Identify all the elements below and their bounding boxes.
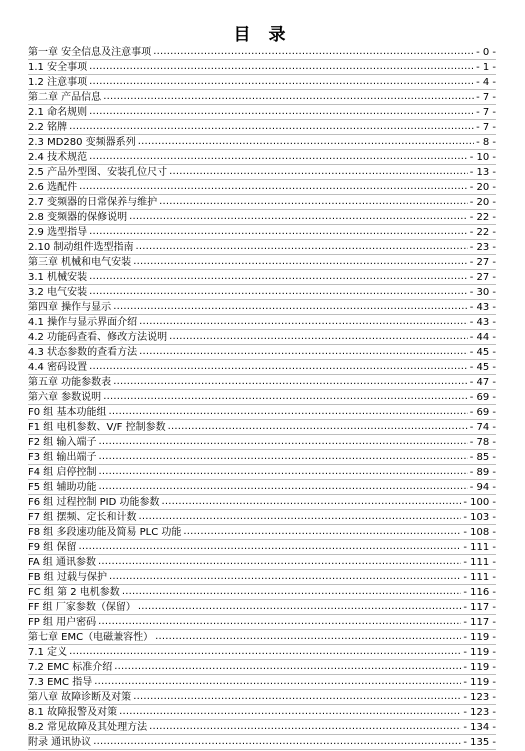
toc-entry-title: 1.2 注意事项 bbox=[28, 77, 88, 88]
toc-leader-dots bbox=[153, 44, 474, 59]
toc-entry-title: 7.3 EMC 指导 bbox=[28, 677, 93, 688]
toc-leader-dots bbox=[183, 524, 461, 539]
toc-entry-title: 第一章 安全信息及注意事项 bbox=[28, 47, 152, 58]
toc-leader-dots bbox=[98, 464, 467, 479]
toc-entry-title: 7.1 定义 bbox=[28, 647, 68, 658]
toc-leader-dots bbox=[89, 284, 468, 299]
toc-entry-page-number: - 43 - bbox=[469, 302, 496, 313]
toc-entry[interactable] bbox=[28, 495, 496, 510]
toc-leader-dots bbox=[139, 314, 468, 329]
toc-leader-dots bbox=[89, 104, 474, 119]
toc-leader-dots bbox=[138, 509, 461, 524]
toc-entry-page-number: - 4 - bbox=[476, 77, 496, 88]
toc-leader-dots bbox=[89, 59, 474, 74]
toc-entry-title: F6 组 过程控制 PID 功能参数 bbox=[28, 497, 160, 508]
toc-entry[interactable] bbox=[28, 435, 496, 450]
toc-leader-dots bbox=[129, 209, 468, 224]
toc-leader-dots bbox=[155, 629, 461, 644]
toc-entry-page-number: - 135 - bbox=[463, 737, 496, 748]
toc-entry-title: F3 组 输出端子 bbox=[28, 452, 97, 463]
toc-entry-page-number: - 119 - bbox=[463, 632, 496, 643]
toc-entry-title: 2.5 产品外型图、安装孔位尺寸 bbox=[28, 167, 168, 178]
toc-leader-dots bbox=[94, 674, 461, 689]
toc-entry-page-number: - 44 - bbox=[469, 332, 496, 343]
toc-entry-title: FC 组 第 2 电机参数 bbox=[28, 587, 120, 598]
toc-leader-dots bbox=[93, 734, 461, 749]
toc-entry[interactable] bbox=[28, 60, 496, 75]
toc-entry-page-number: - 111 - bbox=[463, 557, 496, 568]
toc-entry-page-number: - 74 - bbox=[469, 422, 496, 433]
toc-leader-dots bbox=[79, 179, 468, 194]
toc-entry[interactable] bbox=[28, 450, 496, 465]
toc-entry-page-number: - 7 - bbox=[476, 92, 496, 103]
toc-entry-page-number: - 119 - bbox=[463, 647, 496, 658]
toc-entry-page-number: - 89 - bbox=[469, 467, 496, 478]
toc-leader-dots bbox=[103, 89, 474, 104]
toc-entry-title: 第五章 功能参数表 bbox=[28, 377, 112, 388]
toc-entry-page-number: - 69 - bbox=[469, 392, 496, 403]
toc-leader-dots bbox=[69, 644, 461, 659]
toc-leader-dots bbox=[103, 389, 468, 404]
toc-entry-page-number: - 85 - bbox=[469, 452, 496, 463]
toc-entry[interactable] bbox=[28, 525, 496, 540]
toc-entry-title: 第四章 操作与显示 bbox=[28, 302, 112, 313]
toc-leader-dots bbox=[98, 479, 467, 494]
toc-entry-title: 2.3 MD280 变频器系列 bbox=[28, 137, 136, 148]
toc-leader-dots bbox=[98, 554, 461, 569]
toc-leader-dots bbox=[149, 719, 461, 734]
toc-entry-title: 附录 通讯协议 bbox=[28, 737, 92, 748]
toc-entry-page-number: - 123 - bbox=[463, 692, 496, 703]
toc-entry[interactable] bbox=[28, 690, 496, 705]
toc-leader-dots bbox=[139, 344, 468, 359]
toc-entry-title: F1 组 电机参数、V/F 控制参数 bbox=[28, 422, 166, 433]
toc-entry-page-number: - 69 - bbox=[469, 407, 496, 418]
row-divider bbox=[28, 749, 496, 750]
toc-entry-title: 第二章 产品信息 bbox=[28, 92, 102, 103]
toc-entry-title: 第八章 故障诊断及对策 bbox=[28, 692, 132, 703]
toc-entry-title: 3.2 电气安装 bbox=[28, 287, 88, 298]
toc-entry[interactable] bbox=[28, 195, 496, 210]
toc-entry[interactable] bbox=[28, 150, 496, 165]
toc-entry[interactable] bbox=[28, 390, 496, 405]
toc-entry[interactable] bbox=[28, 330, 496, 345]
toc-entry-page-number: - 111 - bbox=[463, 572, 496, 583]
toc-leader-dots bbox=[122, 584, 462, 599]
toc-entry[interactable] bbox=[28, 615, 496, 630]
toc-entry-title: F7 组 摆频、定长和计数 bbox=[28, 512, 137, 523]
toc-entry-page-number: - 117 - bbox=[463, 602, 496, 613]
toc-entry[interactable] bbox=[28, 255, 496, 270]
toc-entry-page-number: - 20 - bbox=[469, 182, 496, 193]
toc-leader-dots bbox=[89, 149, 468, 164]
toc-leader-dots bbox=[89, 74, 474, 89]
toc-entry-page-number: - 27 - bbox=[469, 272, 496, 283]
toc-entry-title: 第六章 参数说明 bbox=[28, 392, 102, 403]
toc-entry-page-number: - 22 - bbox=[469, 212, 496, 223]
toc-entry-page-number: - 10 - bbox=[469, 152, 496, 163]
toc-entry[interactable] bbox=[28, 585, 496, 600]
toc-entry[interactable] bbox=[28, 720, 496, 735]
toc-leader-dots bbox=[135, 239, 467, 254]
toc-entry-title: 第七章 EMC（电磁兼容性） bbox=[28, 632, 154, 643]
toc-entry-page-number: - 119 - bbox=[463, 677, 496, 688]
toc-entry[interactable] bbox=[28, 540, 496, 555]
toc-entry-title: 4.2 功能码查看、修改方法说明 bbox=[28, 332, 168, 343]
toc-entry-title: 2.1 命名规则 bbox=[28, 107, 88, 118]
toc-entry-page-number: - 45 - bbox=[469, 362, 496, 373]
toc-entry-page-number: - 20 - bbox=[469, 197, 496, 208]
toc-entry-page-number: - 13 - bbox=[469, 167, 496, 178]
toc-entry[interactable] bbox=[28, 120, 496, 135]
toc-entry-title: FP 组 用户密码 bbox=[28, 617, 97, 628]
toc-entry-page-number: - 30 - bbox=[469, 287, 496, 298]
toc-entry-page-number: - 43 - bbox=[469, 317, 496, 328]
toc-leader-dots bbox=[159, 194, 468, 209]
toc-entry[interactable] bbox=[28, 480, 496, 495]
toc-entry-page-number: - 45 - bbox=[469, 347, 496, 358]
toc-leader-dots bbox=[89, 269, 468, 284]
toc-entry[interactable] bbox=[28, 165, 496, 180]
toc-entry-page-number: - 22 - bbox=[469, 227, 496, 238]
toc-leader-dots bbox=[168, 419, 468, 434]
toc-entry-page-number: - 117 - bbox=[463, 617, 496, 628]
toc-leader-dots bbox=[133, 689, 461, 704]
toc-entry-page-number: - 7 - bbox=[476, 122, 496, 133]
toc-leader-dots bbox=[133, 254, 468, 269]
toc-entry[interactable] bbox=[28, 270, 496, 285]
toc-leader-dots bbox=[113, 374, 468, 389]
toc-entry-title: 2.2 铭牌 bbox=[28, 122, 68, 133]
toc-leader-dots bbox=[114, 659, 461, 674]
toc-entry-page-number: - 111 - bbox=[463, 542, 496, 553]
toc-entry-page-number: - 123 - bbox=[463, 707, 496, 718]
toc-entry-title: 3.1 机械安装 bbox=[28, 272, 88, 283]
toc-entry-page-number: - 134 - bbox=[463, 722, 496, 733]
toc-entry-title: F0 组 基本功能组 bbox=[28, 407, 107, 418]
toc-entry[interactable] bbox=[28, 375, 496, 390]
toc-leader-dots bbox=[109, 569, 461, 584]
toc-entry-page-number: - 119 - bbox=[463, 662, 496, 673]
toc-entry[interactable] bbox=[28, 135, 496, 150]
toc-entry[interactable] bbox=[28, 660, 496, 675]
toc-entry-title: 8.2 常见故障及其处理方法 bbox=[28, 722, 148, 733]
toc-entry[interactable] bbox=[28, 90, 496, 105]
toc-entry-title: F4 组 启停控制 bbox=[28, 467, 97, 478]
toc-entry-page-number: - 94 - bbox=[469, 482, 496, 493]
toc-entry[interactable] bbox=[28, 180, 496, 195]
toc-entry-title: F9 组 保留 bbox=[28, 542, 77, 553]
toc-leader-dots bbox=[89, 224, 468, 239]
toc-entry-title: 2.7 变频器的日常保养与维护 bbox=[28, 197, 158, 208]
toc-entry-title: F2 组 输入端子 bbox=[28, 437, 97, 448]
toc-entry-page-number: - 23 - bbox=[469, 242, 496, 253]
toc-entry[interactable] bbox=[28, 285, 496, 300]
toc-entry[interactable] bbox=[28, 600, 496, 615]
toc-list bbox=[28, 45, 496, 750]
toc-entry-title: 4.1 操作与显示界面介绍 bbox=[28, 317, 138, 328]
toc-entry-title: 2.9 选型指导 bbox=[28, 227, 88, 238]
toc-entry[interactable] bbox=[28, 465, 496, 480]
toc-entry-title: 8.1 故障报警及对策 bbox=[28, 707, 118, 718]
toc-entry-title: FF 组 厂家参数（保留） bbox=[28, 602, 136, 613]
toc-entry[interactable] bbox=[28, 705, 496, 720]
toc-entry-page-number: - 78 - bbox=[469, 437, 496, 448]
toc-entry[interactable] bbox=[28, 555, 496, 570]
toc-entry[interactable] bbox=[28, 45, 496, 60]
toc-entry-page-number: - 1 - bbox=[476, 62, 496, 73]
toc-entry[interactable] bbox=[28, 210, 496, 225]
toc-entry-page-number: - 116 - bbox=[463, 587, 496, 598]
toc-entry-page-number: - 100 - bbox=[463, 497, 496, 508]
toc-leader-dots bbox=[98, 614, 461, 629]
toc-entry-title: 4.4 密码设置 bbox=[28, 362, 88, 373]
toc-entry-title: 2.4 技术规范 bbox=[28, 152, 88, 163]
toc-leader-dots bbox=[89, 359, 468, 374]
toc-leader-dots bbox=[69, 119, 474, 134]
toc-entry[interactable] bbox=[28, 105, 496, 120]
toc-entry-title: FB 组 过载与保护 bbox=[28, 572, 107, 583]
toc-leader-dots bbox=[138, 599, 461, 614]
toc-entry-title: 4.3 状态参数的查看方法 bbox=[28, 347, 138, 358]
page-title: 目 录 bbox=[233, 25, 292, 45]
toc-entry-title: 1.1 安全事项 bbox=[28, 62, 88, 73]
toc-entry[interactable] bbox=[28, 675, 496, 690]
toc-entry-page-number: - 108 - bbox=[463, 527, 496, 538]
toc-entry-title: FA 组 通讯参数 bbox=[28, 557, 97, 568]
toc-leader-dots bbox=[169, 164, 468, 179]
toc-entry[interactable] bbox=[28, 405, 496, 420]
toc-entry[interactable] bbox=[28, 645, 496, 660]
toc-entry[interactable] bbox=[28, 315, 496, 330]
toc-entry-page-number: - 47 - bbox=[469, 377, 496, 388]
toc-entry-page-number: - 27 - bbox=[469, 257, 496, 268]
toc-leader-dots bbox=[162, 494, 462, 509]
toc-entry[interactable] bbox=[28, 345, 496, 360]
toc-entry-title: F8 组 多段速功能及简易 PLC 功能 bbox=[28, 527, 182, 538]
toc-entry[interactable] bbox=[28, 225, 496, 240]
toc-leader-dots bbox=[108, 404, 467, 419]
toc-entry[interactable] bbox=[28, 570, 496, 585]
toc-leader-dots bbox=[98, 434, 467, 449]
toc-entry[interactable] bbox=[28, 630, 496, 645]
toc-entry-page-number: - 7 - bbox=[476, 107, 496, 118]
toc-leader-dots bbox=[78, 539, 461, 554]
toc-leader-dots bbox=[113, 299, 468, 314]
toc-entry-page-number: - 0 - bbox=[476, 47, 496, 58]
toc-leader-dots bbox=[119, 704, 461, 719]
toc-entry[interactable] bbox=[28, 300, 496, 315]
toc-entry-page-number: - 103 - bbox=[463, 512, 496, 523]
toc-entry-page-number: - 8 - bbox=[476, 137, 496, 148]
toc-entry[interactable] bbox=[28, 735, 496, 750]
toc-entry[interactable] bbox=[28, 240, 496, 255]
toc-entry[interactable] bbox=[28, 420, 496, 435]
toc-entry-title: 7.2 EMC 标准介绍 bbox=[28, 662, 113, 673]
toc-entry-title: 2.10 制动组件选型指南 bbox=[28, 242, 134, 253]
toc-entry-title: 2.8 变频器的保修说明 bbox=[28, 212, 128, 223]
toc-entry-title: 2.6 选配件 bbox=[28, 182, 78, 193]
toc-leader-dots bbox=[169, 329, 468, 344]
toc-entry[interactable] bbox=[28, 360, 496, 375]
toc-leader-dots bbox=[98, 449, 467, 464]
toc-leader-dots bbox=[138, 134, 474, 149]
toc-entry-title: F5 组 辅助功能 bbox=[28, 482, 97, 493]
toc-entry-title: 第三章 机械和电气安装 bbox=[28, 257, 132, 268]
toc-entry[interactable] bbox=[28, 510, 496, 525]
toc-entry[interactable] bbox=[28, 75, 496, 90]
